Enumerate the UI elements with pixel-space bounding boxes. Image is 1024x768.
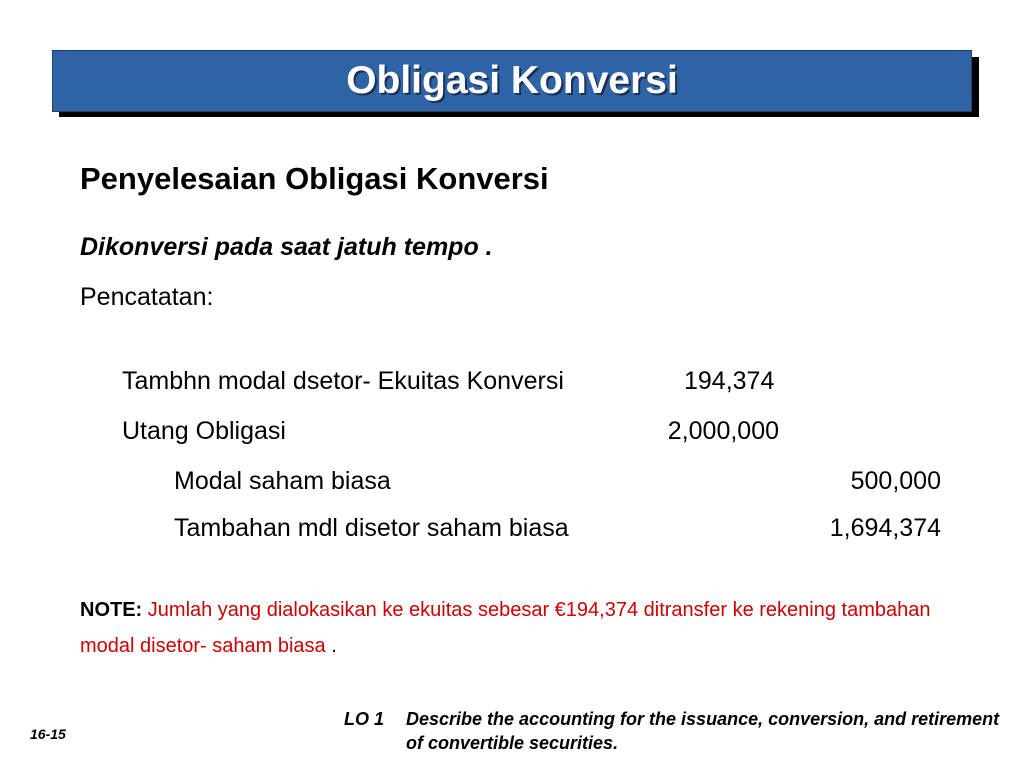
- learning-objective-text: Describe the accounting for the issuance, conversion, and retirement of convertible securities.: [406, 709, 1000, 753]
- journal-entry-account: Tambahan mdl disetor saham biasa: [174, 514, 569, 542]
- section-heading: Penyelesaian Obligasi Konversi: [80, 161, 549, 196]
- journal-entry-amount: 1,694,374: [829, 514, 941, 542]
- journal-entry-amount: 500,000: [850, 467, 941, 495]
- title-bar: [52, 50, 972, 112]
- note-end: .: [331, 635, 337, 657]
- section-subheading: Dikonversi pada saat jatuh tempo .: [80, 233, 493, 261]
- learning-objective: [344, 707, 1004, 755]
- journal-entry-account: Utang Obligasi: [122, 417, 286, 445]
- learning-objective-label: LO 1: [344, 709, 385, 729]
- journal-entry-amount: 2,000,000: [667, 417, 779, 445]
- journal-entry-account: Tambhn modal dsetor- Ekuitas Konversi: [122, 367, 564, 395]
- journal-entry-amount: 194,374: [684, 367, 775, 395]
- note-label: NOTE:: [80, 599, 143, 621]
- slide-title: Obligasi Konversi: [346, 59, 678, 102]
- record-label: Pencatatan:: [80, 283, 214, 311]
- journal-entry-account: Modal saham biasa: [174, 467, 391, 495]
- note-text: Jumlah yang dialokasikan ke ekuitas sebesar €194,374 ditransfer ke rekening tambahan modal disetor- saham biasa: [80, 599, 931, 657]
- note-paragraph: [80, 592, 960, 664]
- page-number: 16-15: [30, 726, 66, 742]
